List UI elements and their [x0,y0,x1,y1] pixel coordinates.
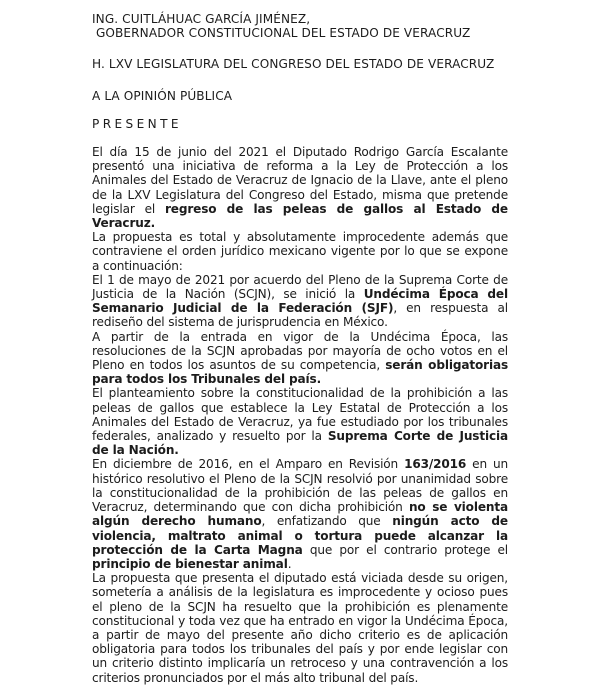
addressee-block [92,12,508,40]
bold-phrase: Suprema Corte de Justicia de la Nación. [92,429,508,458]
public-opinion-line: A LA OPINIÓN PÚBLICA [92,88,233,103]
paragraph-text: En diciembre de 2016, en el Amparo en Revisión [92,457,405,472]
paragraph-text: El día 15 de junio del 2021 el Diputado Rodrigo García Escalante presentó una iniciativa de reforma a la Ley de Protección a los Animales del Estado de Veracruz de Ignacio de la Llave, ante el pleno de la LXV Legislatura del Congreso del Estado, misma que pretende legislar el [92,145,508,216]
paragraph-text: en un histórico resolutivo el Pleno de la SCJN resolvió por unanimidad sobre la constitucionalidad de la prohibición de las peleas de gallos en Veracruz, determinando que con dicha prohibición [92,457,508,515]
bold-phrase: principio de bienestar animal [92,556,288,571]
paragraph-planteamiento [92,386,508,457]
addressee-title: GOBERNADOR CONSTITUCIONAL DEL ESTADO DE VERACRUZ [92,26,471,41]
bold-phrase: ningún acto de violencia, maltrato animal o tortura puede alcanzar la protección de la Carta Magna [92,514,508,557]
paragraph-text: , enfatizando que [261,514,393,529]
paragraph-improcedente: La propuesta es total y absolutamente improcedente además que contraviene el orden jurídico mexicano vigente por lo que se expone a continuación: [92,230,508,273]
bold-phrase: no se violenta algún derecho humano [92,500,508,529]
bold-phrase: 163/2016 [404,457,467,472]
paragraph-text: A partir de la entrada en vigor de la Undécima Época, las resoluciones de la SCJN aprobadas por mayoría de ocho votos en el Pleno en todos los asuntos de su competencia, [92,329,508,373]
legislature-line: H. LXV LEGISLATURA DEL CONGRESO DEL ESTADO DE VERACRUZ [92,57,495,72]
paragraph-obligatorias [92,330,508,387]
bold-phrase: regreso de las peleas de gallos al Estado de Veracruz. [92,201,508,231]
paragraph-undecima-epoca [92,273,508,330]
paragraph-text: , en respuesta al rediseño del sistema de jurisprudencia en México. [92,301,508,330]
bold-phrase: Undécima Época del Semanario Judicial de la Federación (SJF) [92,287,508,316]
presente-line: PRESENTE [92,116,182,131]
paragraph-text: El 1 de mayo de 2021 por acuerdo del Pleno de la Suprema Corte de Justicia de la Nación (SCJN), se inició la [92,272,508,302]
paragraph-initiative [92,145,508,230]
paragraph-text: que por el contrario protege el [302,542,508,557]
bold-phrase: serán obligatorias para todos los Tribunales del país. [92,358,509,387]
paragraph-text: . [287,556,292,571]
paragraph-propuesta-viciada: La propuesta que presenta el diputado está viciada desde su origen, sometería a análisis de la legislatura es improcedente y ocioso pues el pleno de la SCJN ha resuelto que la prohibición es plenamente constitucional y toda vez que ha entrado en vigor la Undécima Época, a partir de mayo del presente año dicho criterio es de aplicación obligatoria para todos los tribunales del país y por ende legislar con un criterio distinto implicaría un retroceso y una contravención a los criterios pronunciados por el más alto tribunal del país. [92,571,508,685]
paragraph-text: El planteamiento sobre la constitucionalidad de la prohibición a las peleas de gallos que establece la Ley Estatal de Protección a los Animales del Estado de Veracruz, ya fue estudiado por los tribunales federales, analizado y resuelto por la [92,386,508,444]
paragraph-amparo [92,457,508,571]
addressee-name: ING. CUITLÁHUAC GARCÍA JIMÉNEZ, [92,12,311,26]
